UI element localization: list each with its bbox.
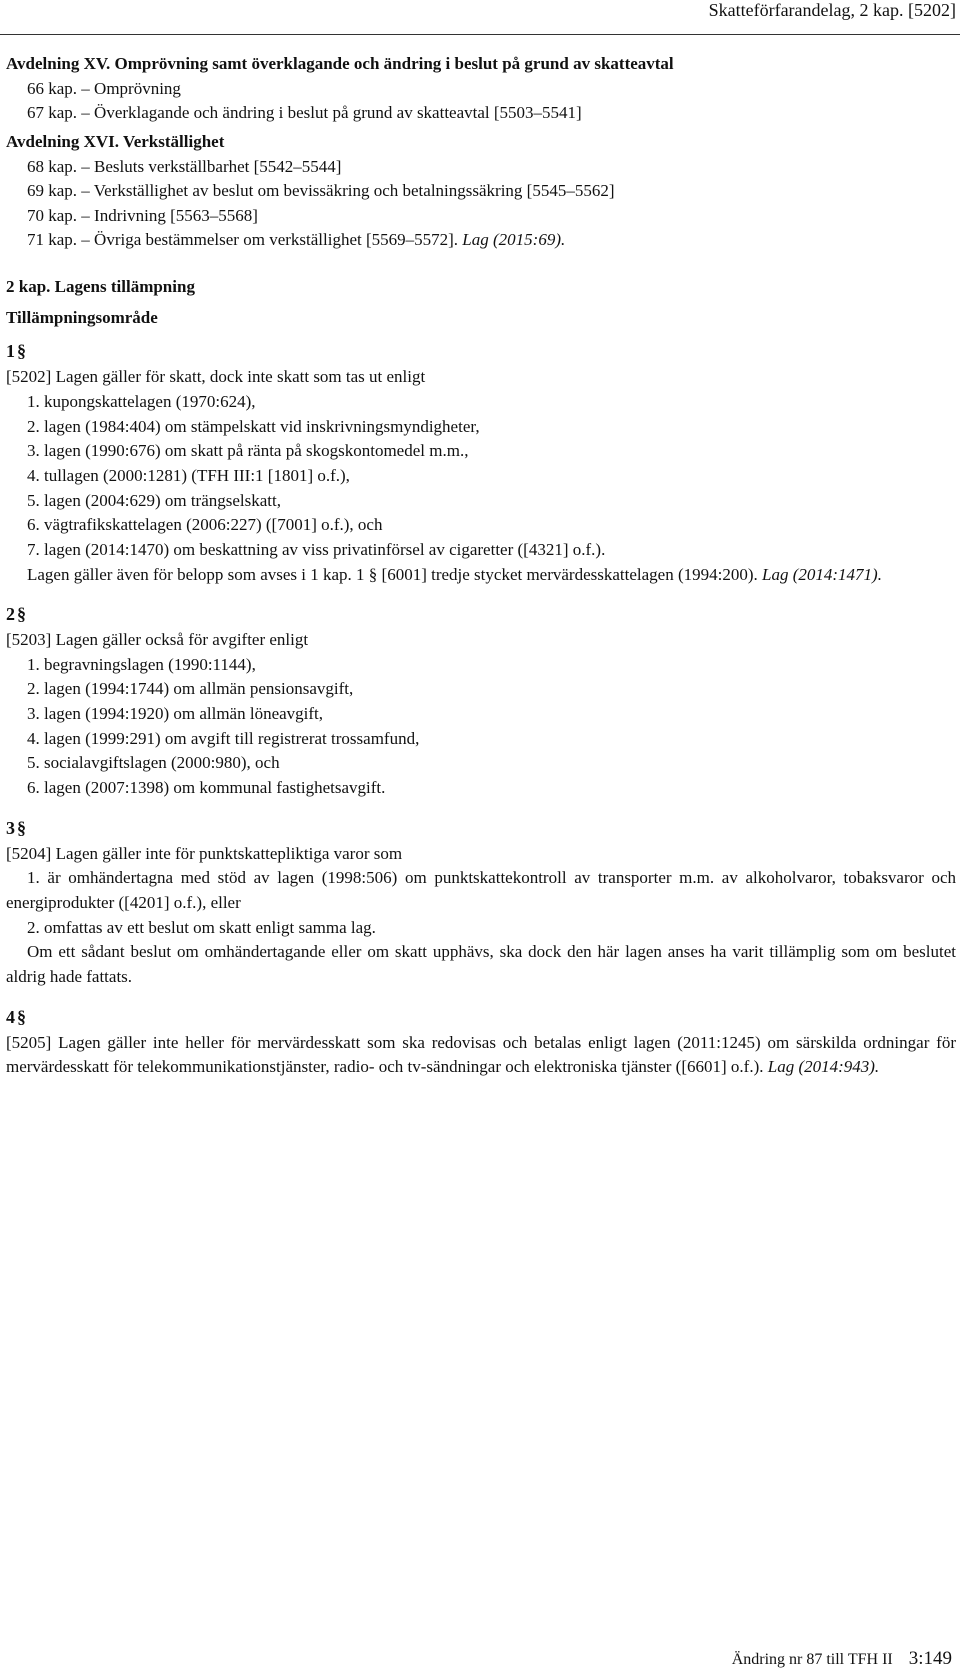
- section-1-item: 7. lagen (2014:1470) om beskattning av viss privatinförsel av cigaretter ([4321] o.f.).: [27, 539, 606, 559]
- section-2-number: 2: [6, 604, 15, 625]
- chapter-title: 2 kap. Lagens tillämpning: [6, 277, 195, 297]
- running-header: Skatteförfarandelag, 2 kap. [5202]: [708, 0, 956, 20]
- section-2-heading: [6, 601, 956, 628]
- section-2-sign: §: [17, 604, 26, 625]
- section-4-body: [5205] Lagen gäller inte heller för mervärdesskatt som ska redovisas och betalas enligt lagen (2011:1245) om särskilda ordningar för mervärdesskatt för telekommunikationstjänster, radio- och tv-sändningar och elektroniska tjänster ([6601] o.f.).: [6, 1032, 956, 1077]
- section-3-extra: Om ett sådant beslut om omhändertagande eller om skatt upphävs, ska dock den här lagen anses ha varit tillämplig som om beslutet aldrig hade fattats.: [6, 942, 956, 986]
- section-1-intro: [5202] Lagen gäller för skatt, dock inte skatt som tas ut enligt: [6, 367, 426, 387]
- section-2-item: 1. begravningslagen (1990:1144),: [27, 654, 256, 674]
- chapter-subtitle: Tillämpningsområde: [6, 307, 158, 327]
- section-3-heading: [6, 815, 956, 842]
- section-4-heading: [6, 1004, 956, 1031]
- section-1-sign: §: [17, 341, 26, 362]
- toc-chapter-70: 70 kap. – Indrivning [5563–5568]: [27, 205, 258, 225]
- section-3-intro: [5204] Lagen gäller inte för punktskattepliktiga varor som: [6, 843, 403, 863]
- section-2-item: 6. lagen (2007:1398) om kommunal fastighetsavgift.: [27, 778, 386, 798]
- section-2-intro: [5203] Lagen gäller också för avgifter enligt: [6, 630, 309, 650]
- section-1-reference: Lag (2014:1471).: [762, 564, 882, 584]
- toc-chapter-67: 67 kap. – Överklagande och ändring i beslut på grund av skatteavtal [5503–5541]: [27, 103, 582, 123]
- section-4-reference: Lag (2014:943).: [767, 1057, 880, 1077]
- page-number: 3:149: [908, 1648, 952, 1669]
- section-3-item-2: 2. omfattas av ett beslut om skatt enligt samma lag.: [27, 917, 376, 937]
- section-1-number: 1: [6, 341, 15, 362]
- section-1-extra: [6, 563, 956, 588]
- toc-chapter-69: 69 kap. – Verkställighet av beslut om bevissäkring och betalningssäkring [5545–5562]: [27, 181, 615, 201]
- division-16-heading: Avdelning XVI. Verkställighet: [6, 131, 225, 151]
- toc-chapter-71-text: 71 kap. – Övriga bestämmelser om verkställighet [5569–5572].: [27, 230, 459, 250]
- section-2-item: 5. socialavgiftslagen (2000:980), och: [27, 753, 280, 773]
- section-3-number: 3: [6, 817, 15, 838]
- section-2-item: 2. lagen (1994:1744) om allmän pensionsavgift,: [27, 679, 354, 699]
- section-1-item: 1. kupongskattelagen (1970:624),: [27, 392, 256, 412]
- section-2-item: 3. lagen (1994:1920) om allmän löneavgift,: [27, 704, 324, 724]
- section-1-item: 6. vägtrafikskattelagen (2006:227) ([7001] o.f.), och: [27, 515, 383, 535]
- section-1-heading: [6, 338, 956, 365]
- section-4-text: [6, 1031, 956, 1080]
- section-1-item: 4. tullagen (2000:1281) (TFH III:1 [1801] o.f.),: [27, 465, 350, 485]
- page-content: [6, 52, 956, 1080]
- toc-chapter-66: 66 kap. – Omprövning: [27, 78, 181, 98]
- page-footer: [732, 1648, 952, 1671]
- section-1-item: 5. lagen (2004:629) om trängselskatt,: [27, 490, 282, 510]
- toc-chapter-68: 68 kap. – Besluts verkställbarhet [5542–5544]: [27, 156, 342, 176]
- section-1-item: 2. lagen (1984:404) om stämpelskatt vid inskrivningsmyndigheter,: [27, 416, 480, 436]
- section-4-number: 4: [6, 1006, 15, 1027]
- toc-chapter-71-reference: Lag (2015:69).: [462, 230, 566, 250]
- section-3-sign: §: [17, 817, 26, 838]
- division-15-heading: Avdelning XV. Omprövning samt överklagande och ändring i beslut på grund av skatteavtal: [6, 54, 674, 73]
- section-1-extra-text: Lagen gäller även för belopp som avses i 1 kap. 1 § [6001] tredje stycket mervärdesskattelagen (1994:200).: [27, 564, 758, 584]
- footer-amendment: Ändring nr 87 till TFH II: [731, 1651, 893, 1668]
- section-4-sign: §: [17, 1006, 26, 1027]
- header-rule: [0, 34, 960, 35]
- section-2-item: 4. lagen (1999:291) om avgift till registrerat trossamfund,: [27, 728, 420, 748]
- toc-chapter-71: [6, 228, 956, 253]
- section-1-item: 3. lagen (1990:676) om skatt på ränta på skogskontomedel m.m.,: [27, 441, 469, 461]
- section-3-item-1: 1. är omhändertagna med stöd av lagen (1998:506) om punktskattekontroll av transporter m.m. av alkoholvaror, tobaksvaror och energiprodukter ([4201] o.f.), eller: [6, 868, 956, 912]
